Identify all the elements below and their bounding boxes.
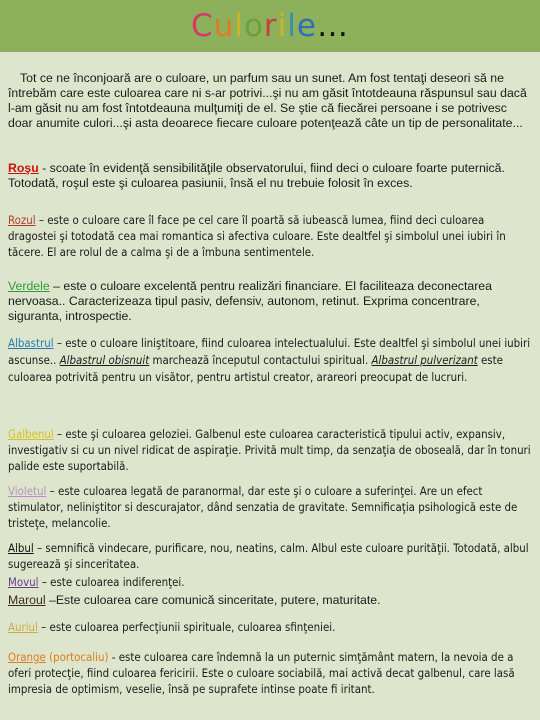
section-orange xyxy=(8,649,534,697)
title-letter: o xyxy=(243,8,264,44)
title-letter: u xyxy=(213,8,235,44)
orange-name: Orange xyxy=(8,650,46,664)
albastru-obisnuit-name: Albastrul obisnuit xyxy=(59,353,150,367)
verde-name: Verdele xyxy=(8,279,50,293)
title-letter: i xyxy=(277,8,288,44)
verde-text: – este o culoare excelentă pentru realizări financiare. El faciliteaza deconectarea nervoasa.. Caracterizeaza tipul pasiv, defensiv, autonom, retinut. Exprima concentrare, siguranta, introspectie. xyxy=(8,279,492,323)
intro-text: Tot ce ne înconjoară are o culoare, un parfum sau un sunet. Am fost tentaţi deseori să ne întrebăm care este culoarea care ni s-ar potrivi...şi nu am găsit întotdeauna răspunsul sau dacă l-am găsit nu am fost întotdeauna mulţumiţi de el. Se ştie că fiecărei persoane i se potrivesc doar anumite culori...şi asta deoarece fiecare culoare potenţează câte un tip de personalitate... xyxy=(8,71,527,130)
section-auriu xyxy=(8,619,534,635)
rosu-text: - scoate în evidenţă sensibilităţile observatorului, fiind deci o culoare foarte puternică. Totodată, roşul este şi culoarea pasiunii, însă el nu trebuie folosit în exces. xyxy=(8,161,505,190)
violet-name: Violetul xyxy=(8,484,47,498)
mov-name: Movul xyxy=(8,575,39,589)
intro-paragraph xyxy=(8,71,534,131)
title-letter: e xyxy=(296,8,317,44)
rosu-name: Roşu xyxy=(8,161,39,175)
maro-text: –Este culoarea care comunică sinceritate, putere, maturitate. xyxy=(45,593,381,607)
alb-text: – semnifică vindecare, purificare, nou, neatins, calm. Albul este culoare purităţii. Totodată, albul sugerează şi sinceritatea. xyxy=(8,541,529,571)
galben-text: – este şi culoarea geloziei. Galbenul este culoarea caracteristică tipului activ, expansiv, investigativ si cu un nivel ridicat de aspiraţie. Privită mult timp, da senzaţia de oboseală, dar în tonuri palide este suportabilă. xyxy=(8,427,531,473)
title-letter: C xyxy=(191,8,214,44)
mov-text: – este culoarea indiferenţei. xyxy=(38,575,185,589)
orange-text: - este culoarea care îndemnă la un puternic simţământ matern, la nevoia de a oferi protecţie, fiind culoarea fericirii. Este o culoare sociabilă, mai activă decat galbenul, care lasă impresia de optimism, veselie, însă pe suprafete intinse poate fi iritant. xyxy=(8,650,515,696)
maro-name: Maroul xyxy=(8,593,46,607)
alb-name: Albul xyxy=(8,541,34,555)
roz-name: Rozul xyxy=(8,213,36,227)
albastru-text: – este o culoare liniştitoare, fiind culoarea intelectualului. Este dealtfel şi simbolul unei iubiri ascunse.. xyxy=(8,336,531,367)
auriu-name: Auriul xyxy=(8,620,38,634)
albastru-text3: este culoarea potrivită pentru un visător, pentru artistul creator, arareori preocupat de lucruri. xyxy=(8,353,503,384)
auriu-text: – este culoarea perfecţiunii spirituale, culoarea sfinţeniei. xyxy=(37,620,336,634)
section-galben xyxy=(8,426,534,474)
roz-text: – este o culoare care îl face pe cel care îl poartă să iubească lumea, fiind deci culoarea dragostei şi totodată cea mai romantica si afectiva culoare. Este dealtfel şi simbolul unei iubiri în tăcere. El are rolul de a calma şi de a îmbuna sentimentele. xyxy=(8,213,506,259)
title-letter: … xyxy=(316,8,349,44)
section-mov xyxy=(8,574,534,590)
page-title xyxy=(0,4,540,48)
section-rosu xyxy=(8,161,534,191)
section-roz xyxy=(8,212,534,260)
violet-text: – este culoarea legată de paranormal, dar este şi o culoare a suferinţei. Are un efect stimulator, neliniştitor si descurajator, dând senzatia de gravitate. Semnificaţia psihologică este de tristeţe, melancolie. xyxy=(8,484,518,530)
orange-paren: (portocaliu) xyxy=(45,650,109,664)
albastru-text2: marchează începutul contactului spiritual. xyxy=(149,353,372,367)
galben-name: Galbenul xyxy=(8,427,54,441)
section-violet xyxy=(8,483,534,531)
title-letter: l xyxy=(234,8,244,44)
section-albastru xyxy=(8,335,534,386)
title-letter: l xyxy=(287,8,297,44)
title-letter: r xyxy=(263,8,278,44)
section-alb xyxy=(8,540,534,572)
section-maro xyxy=(8,593,534,608)
section-verde xyxy=(8,279,534,324)
albastru-name: Albastrul xyxy=(8,336,54,350)
albastru-pulverizant-name: Albastrul pulverizant xyxy=(371,353,478,367)
